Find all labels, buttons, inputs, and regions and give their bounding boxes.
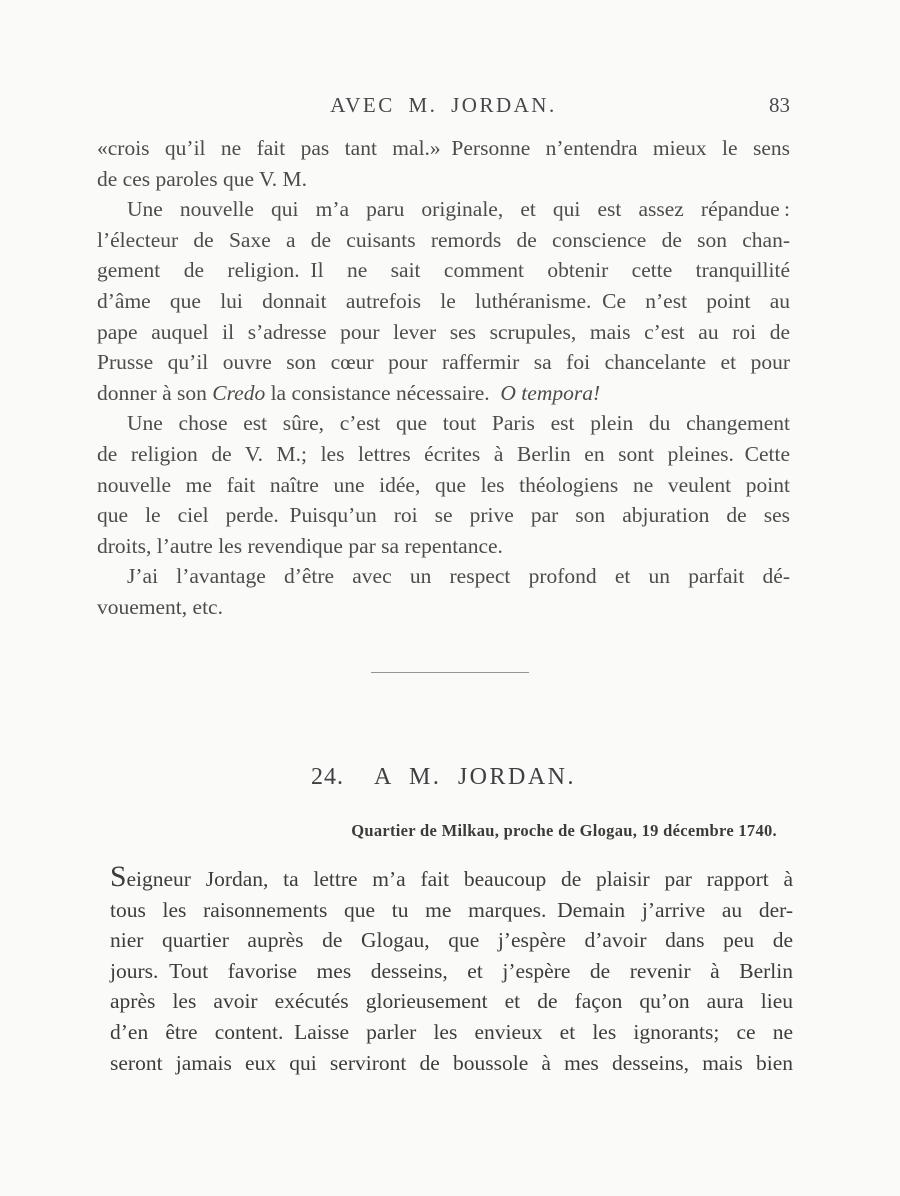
paragraph [97, 194, 790, 408]
paragraph [110, 861, 793, 1078]
paragraph [97, 561, 790, 622]
text-line: d’en être content. Laisse parler les envieux et les ignorants; ce ne [110, 1019, 793, 1044]
text-line: donner à son Credo la consistance nécessaire. O tempora! [97, 380, 601, 405]
text-line: Prusse qu’il ouvre son cœur pour raffermir sa foi chancelante et pour [97, 350, 790, 375]
text-line: Une chose est sûre, c’est que tout Paris est plein du changement [127, 411, 790, 436]
text-line: l’électeur de Saxe a de cuisants remords de conscience de son chan- [97, 227, 790, 252]
text-line: jours. Tout favorise mes desseins, et j’espère de revenir à Berlin [110, 958, 793, 983]
text-line: nier quartier auprès de Glogau, que j’espère d’avoir dans peu de [110, 928, 793, 953]
text-line: seront jamais eux qui serviront de boussole à mes desseins, mais bien [110, 1050, 793, 1075]
text-line: après les avoir exécutés glorieusement et de façon qu’on aura lieu [110, 989, 793, 1014]
text-line: J’ai l’avantage d’être avec un respect profond et un parfait dé- [127, 564, 790, 589]
text-line: d’âme que lui donnait autrefois le luthéranisme. Ce n’est point au [97, 288, 790, 313]
text-line: de religion de V. M.; les lettres écrites à Berlin en sont pleines. Cette [97, 441, 790, 466]
paragraph [97, 133, 790, 194]
letter-number: 24. [310, 764, 344, 790]
text-line: vouement, etc. [97, 594, 223, 619]
text-line: tous les raisonnements que tu me marques. Demain j’arrive au der- [110, 897, 793, 922]
letter-23-body [97, 133, 790, 623]
letter-24-heading [97, 762, 790, 792]
text-line: pape auquel il s’adresse pour lever ses scrupules, mais c’est au roi de [97, 319, 790, 344]
text-line: droits, l’autre les revendique par sa repentance. [97, 533, 503, 558]
section-divider-rule [371, 672, 529, 673]
letter-24-dateline: Quartier de Milkau, proche de Glogau, 19 décembre 1740. [351, 821, 777, 840]
paragraph [97, 408, 790, 561]
text-line: Seigneur Jordan, ta lettre m’a fait beaucoup de plaisir par rapport à [110, 861, 793, 893]
page-number: 83 [769, 93, 790, 117]
text-line: «crois qu’il ne fait pas tant mal.» Personne n’entendra mieux le sens [97, 136, 790, 160]
text-line: nouvelle me fait naître une idée, que les théologiens ne veulent point [97, 472, 790, 497]
running-title: AVEC M. JORDAN. [330, 93, 557, 117]
text-line: que le ciel perde. Puisqu’un roi se prive par son abjuration de ses [97, 503, 790, 528]
text-line: Une nouvelle qui m’a paru originale, et qui est assez répandue : [127, 197, 790, 222]
letter-title: A M. JORDAN. [373, 764, 577, 790]
running-head [97, 92, 790, 118]
text-line: gement de religion. Il ne sait comment obtenir cette tranquillité [97, 258, 790, 283]
letter-24-body [110, 861, 793, 1078]
text-line: de ces paroles que V. M. [97, 166, 307, 191]
